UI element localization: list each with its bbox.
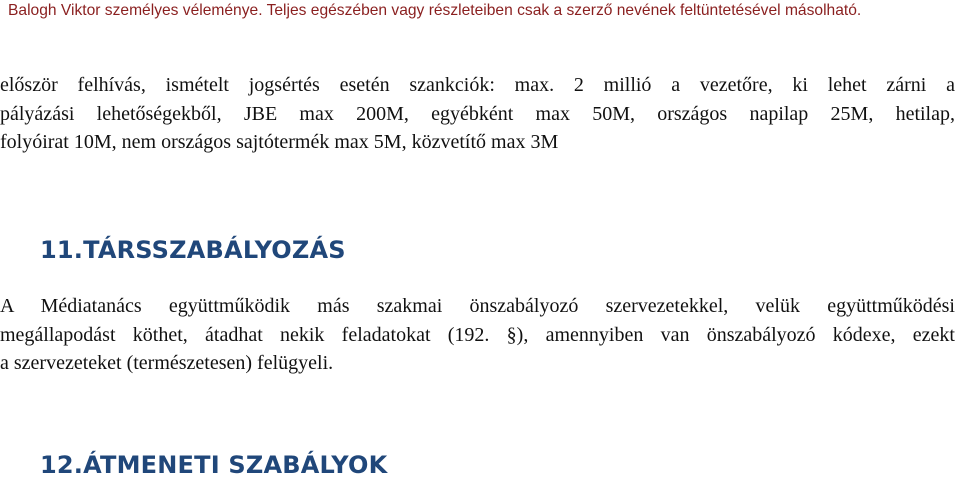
paragraph-sanctions (0, 71, 955, 157)
copyright-notice: Balogh Viktor személyes véleménye. Teljes egészében vagy részleteiben csak a szerző nevének feltüntetésével másolható. (8, 2, 862, 19)
paragraph-line: A Médiatanács együttműködik más szakmai önszabályozó szervezetekkel, velük együttműködési (0, 295, 955, 317)
paragraph-coregulation (0, 292, 955, 378)
paragraph-line: folyóirat 10M, nem országos sajtótermék max 5M, közvetítő max 3M (0, 131, 559, 153)
paragraph-line: megállapodást köthet, átadhat nekik feladatokat (192. §), amennyiben van önszabályozó kódexe, ezekt (0, 323, 955, 346)
paragraph-line: pályázási lehetőségekből, JBE max 200M, egyébként max 50M, országos napilap 25M, hetilap, (0, 102, 955, 125)
section-heading-11: 11.TÁRSSZABÁLYOZÁS (40, 236, 346, 264)
section-heading-12: 12.ÁTMENETI SZABÁLYOK (40, 451, 388, 479)
paragraph-line: először felhívás, ismételt jogsértés esetén szankciók: max. 2 millió a vezetőre, ki lehet zárni a (0, 74, 955, 96)
paragraph-line: a szervezeteket (természetesen) felügyeli. (0, 352, 334, 374)
